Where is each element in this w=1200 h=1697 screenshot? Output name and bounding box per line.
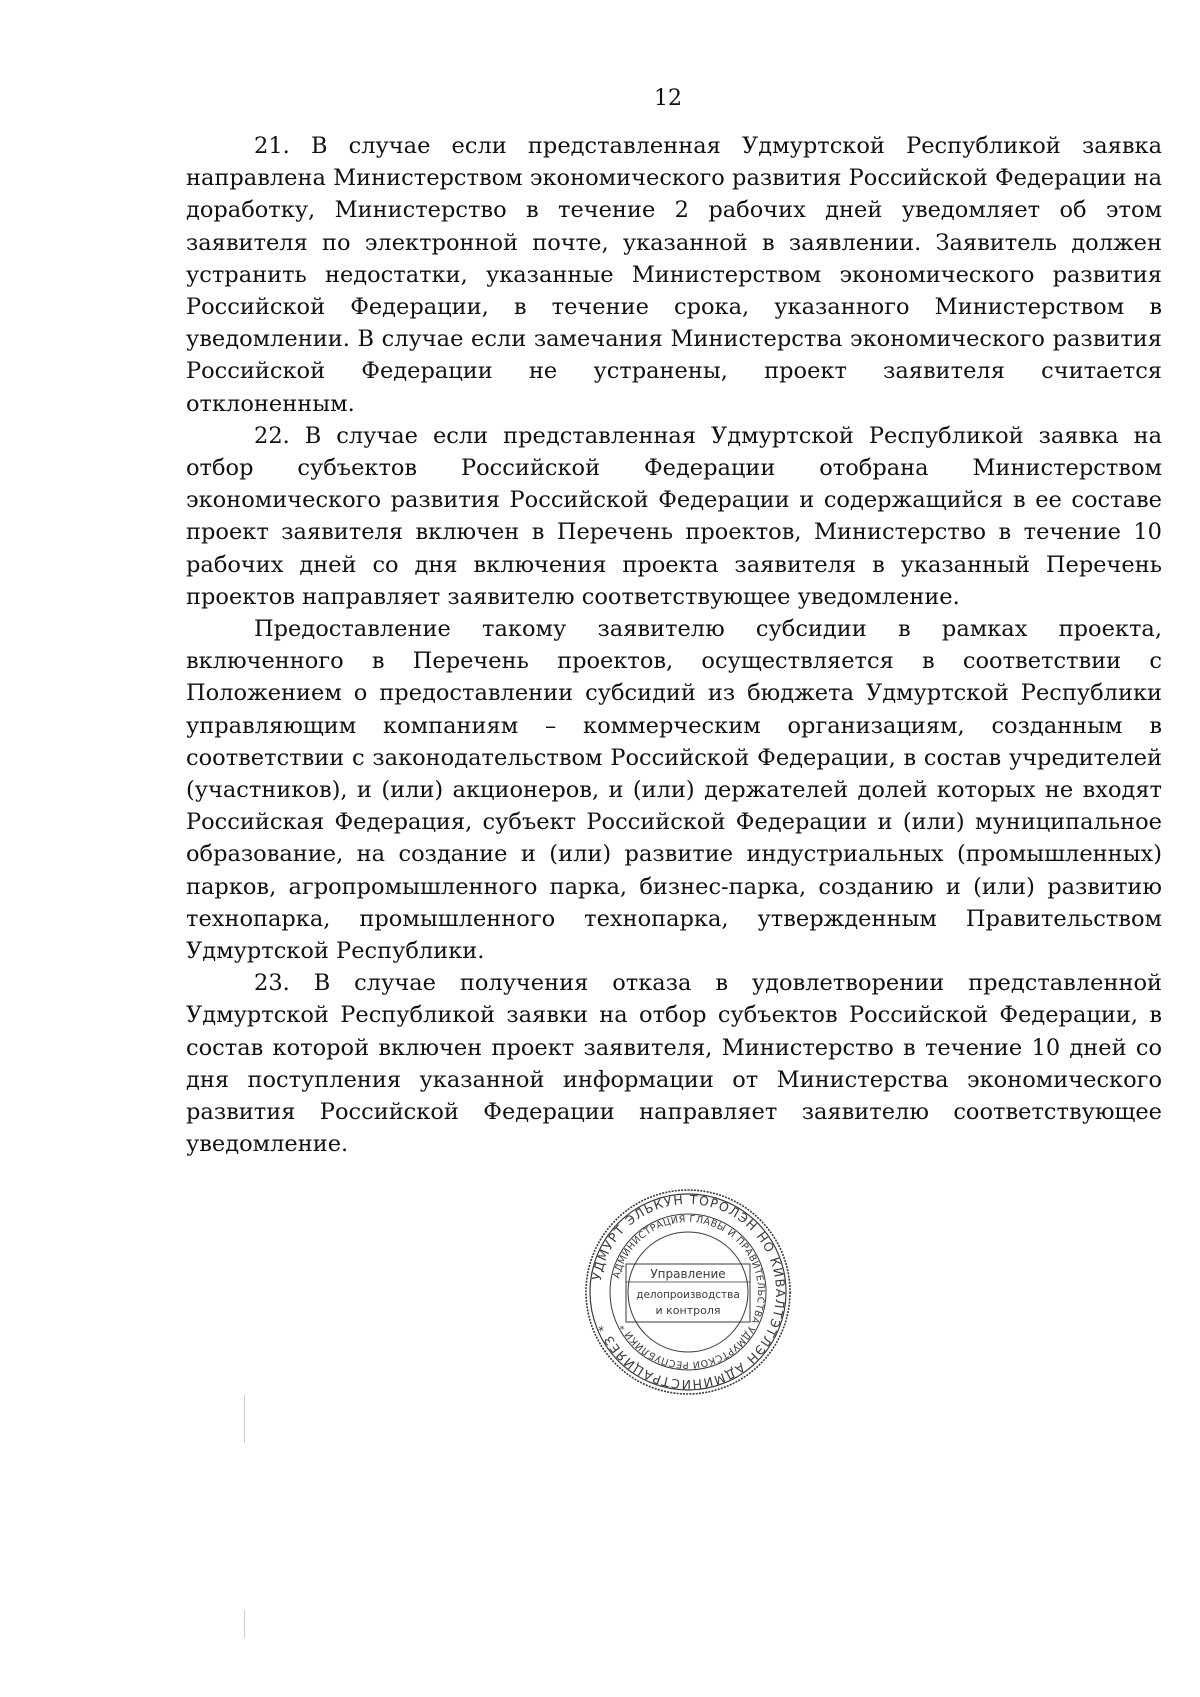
seal-inner-ring-text: АДМИНИСТРАЦИЯ ГЛАВЫ И ПРАВИТЕЛЬСТВА УДМУРТСКОЙ РЕСПУБЛИКИ *	[611, 1213, 767, 1371]
page-number: 12	[654, 86, 682, 111]
seal-center-line-2: делопроизводства	[636, 1289, 740, 1301]
seal-center-line-1: Управление	[650, 1267, 726, 1281]
seal-outer-ring-text: УДМУРТ ЭЛЬКУН ТОРОЛЭН НО КИВАЛТЭТЛЭН АДМИНИСТРАЦИЯЕЗ *	[588, 1191, 789, 1393]
document-body	[186, 130, 1162, 1161]
paragraph-21: 21. В случае если представленная Удмуртской Республикой заявка направлена Министерством экономического развития Российской Федерации на доработку, Министерство в течение 2 рабочих дней уведомляет об этом заявителя по электронной почте, указанной в заявлении. Заявитель должен устранить недостатки, указанные Министерством экономического развития Российской Федерации, в течение срока, указанного Министерством в уведомлении. В случае если замечания Министерства экономического развития Российской Федерации не устранены, проект заявителя считается отклоненным.	[186, 133, 1162, 417]
seal-center-line-3: и контроля	[655, 1304, 721, 1317]
seal-graphic	[582, 1186, 794, 1398]
official-seal-stamp	[582, 1186, 794, 1398]
paragraph-22-continuation: Предоставление такому заявителю субсидии в рамках проекта, включенного в Перечень проектов, осуществляется в соответствии с Положением о предоставлении субсидий из бюджета Удмуртской Республики управляющим компаниям – коммерческим организациям, созданным в соответствии с законодательством Российской Федерации, в состав учредителей (участников), и (или) акционеров, и (или) держателей долей которых не входят Российская Федерация, субъект Российской Федерации и (или) муниципальное образование, на создание и (или) развитие индустриальных (промышленных) парков, агропромышленного парка, бизнес-парка, созданию и (или) развитию технопарка, промышленного технопарка, утвержденным Правительством Удмуртской Республики.	[186, 616, 1162, 965]
scan-artifact-mark	[244, 1395, 245, 1443]
scan-artifact-mark	[244, 1610, 245, 1638]
paragraph-22: 22. В случае если представленная Удмуртской Республикой заявка на отбор субъектов Российской Федерации отобрана Министерством экономического развития Российской Федерации и содержащийся в ее составе проект заявителя включен в Перечень проектов, Министерство в течение 10 рабочих дней со дня включения проекта заявителя в указанный Перечень проектов направляет заявителю соответствующее уведомление.	[186, 422, 1162, 610]
paragraph-23: 23. В случае получения отказа в удовлетворении представленной Удмуртской Республикой заявки на отбор субъектов Российской Федерации, в состав которой включен проект заявителя, Министерство в течение 10 дней со дня поступления указанной информации от Министерства экономического развития Российской Федерации направляет заявителю соответствующее уведомление.	[186, 970, 1162, 1158]
